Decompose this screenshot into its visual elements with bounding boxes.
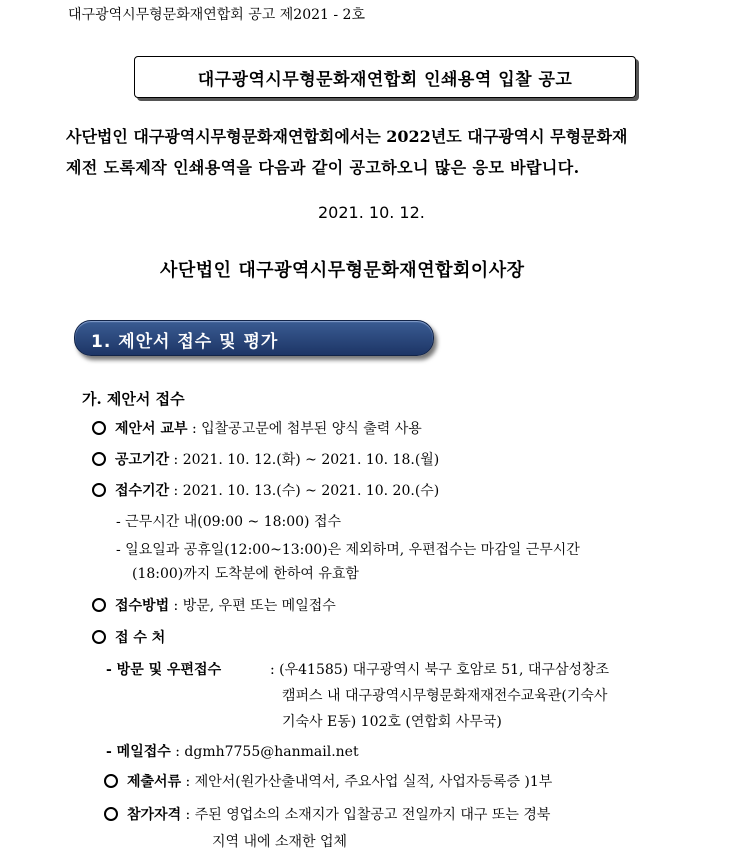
circle-bullet-icon: [92, 452, 106, 466]
mail-address: : dgmh7755@hanmail.net: [170, 744, 359, 760]
item-documents-text: : 제안서(원가산출내역서, 주요사업 실적, 사업자등록증 )1부: [181, 774, 553, 790]
item-documents: [127, 771, 552, 791]
item-documents-label: 제출서류: [127, 774, 182, 790]
item-qualification-label: 참가자격: [127, 807, 182, 823]
notice-date: 2021. 10. 12.: [318, 203, 425, 222]
visit-address-1: : (우41585) 대구광역시 북구 호암로 51, 대구삼성창조: [270, 662, 610, 678]
item-qualification-text-2: 지역 내에 소재한 업체: [212, 834, 348, 850]
mail-row: [106, 741, 359, 761]
item-notice-period-label: 공고기간: [115, 452, 170, 468]
item-qualification-text-1: : 주된 영업소의 소재지가 입찰공고 전일까지 대구 또는 경북: [181, 807, 551, 823]
subsection-heading: 가. 제안서 접수: [82, 390, 185, 408]
item-qualification: [127, 804, 550, 824]
section-banner: [74, 320, 434, 356]
item-submission-label: 제안서 교부: [115, 421, 188, 437]
item-receipt-period: [115, 480, 439, 500]
issuer-organization: 사단법인 대구광역시무형문화재연합회이사장: [160, 260, 525, 281]
intro-line-2: 제전 도록제작 인쇄용역을 다음과 같이 공고하오니 많은 응모 바랍니다.: [66, 158, 580, 177]
notice-number: 대구광역시무형문화재연합회 공고 제2021 - 2호: [68, 7, 365, 23]
item-notice-period-text: : 2021. 10. 12.(화) ~ 2021. 10. 18.(월): [169, 452, 440, 468]
section-title: 1. 제안서 접수 및 평가: [91, 332, 279, 352]
receipt-note-3: (18:00)까지 도착분에 한하여 유효함: [132, 566, 359, 582]
page-title-text: 대구광역시무형문화재연합회 인쇄용역 입찰 공고: [197, 69, 573, 90]
circle-bullet-icon: [92, 483, 106, 497]
receipt-note-2: - 일요일과 공휴일(12:00~13:00)은 제외하며, 우편접수는 마감일 근무시간: [116, 542, 580, 558]
item-receipt-period-text: : 2021. 10. 13.(수) ~ 2021. 10. 20.(수): [169, 483, 440, 499]
mail-label: - 메일접수: [106, 744, 171, 760]
circle-bullet-icon: [104, 807, 118, 821]
item-receipt-period-label: 접수기간: [115, 483, 170, 499]
item-method-text: : 방문, 우편 또는 메일접수: [169, 598, 336, 614]
circle-bullet-icon: [92, 421, 106, 435]
page-title: [134, 56, 636, 98]
circle-bullet-icon: [92, 598, 106, 612]
item-place-label: 접 수 처: [115, 630, 166, 646]
visit-address-2: 캠퍼스 내 대구광역시무형문화재재전수교육관(기숙사: [282, 688, 608, 704]
circle-bullet-icon: [104, 774, 118, 788]
circle-bullet-icon: [92, 630, 106, 644]
item-method: [115, 595, 336, 615]
item-notice-period: [115, 449, 439, 469]
item-submission: [115, 418, 422, 438]
item-submission-text: : 입찰공고문에 첨부된 양식 출력 사용: [187, 421, 422, 437]
visit-address-3: 기숙사 E동) 102호 (연합회 사무국): [282, 714, 502, 730]
receipt-note-1: - 근무시간 내(09:00 ~ 18:00) 접수: [116, 514, 341, 530]
intro-line-1: 사단법인 대구광역시무형문화재연합회에서는 2022년도 대구광역시 무형문화재: [66, 127, 628, 146]
visit-label: - 방문 및 우편접수: [106, 662, 222, 678]
item-method-label: 접수방법: [115, 598, 170, 614]
